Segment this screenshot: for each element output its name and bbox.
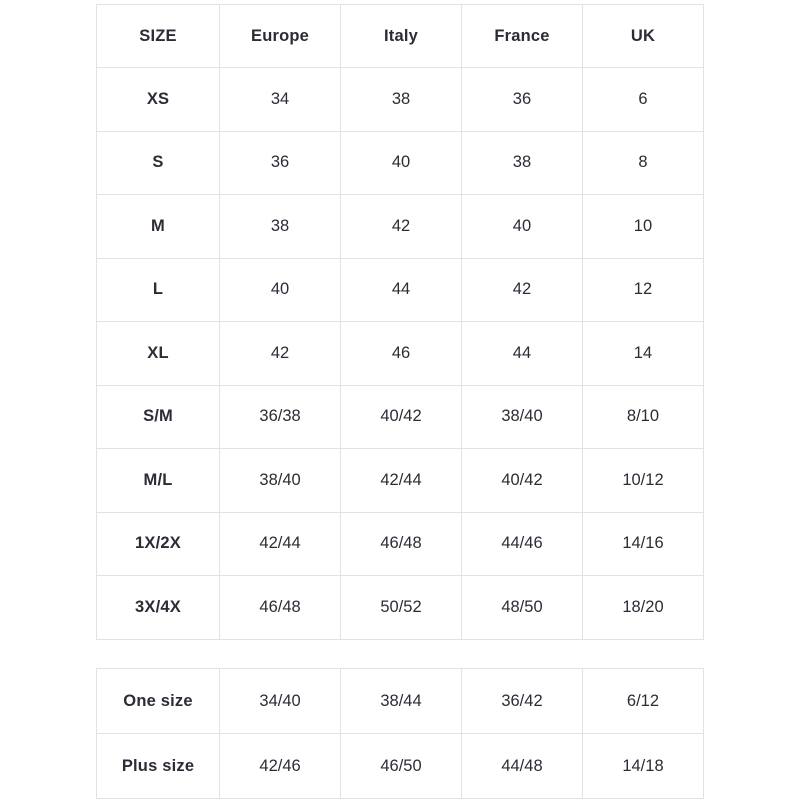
table-row — [97, 576, 704, 640]
cell-uk: 14/16 — [582, 512, 703, 576]
cell-uk: 12 — [582, 258, 703, 322]
table-row — [97, 258, 704, 322]
cell-europe: 38/40 — [220, 449, 341, 513]
cell-europe: 36/38 — [220, 385, 341, 449]
cell-europe: 34/40 — [220, 669, 341, 734]
row-label: 1X/2X — [97, 512, 220, 576]
cell-europe: 38 — [220, 195, 341, 259]
row-label: 3X/4X — [97, 576, 220, 640]
table-header-row — [97, 5, 704, 68]
column-header-france: France — [462, 5, 583, 68]
cell-europe: 42 — [220, 322, 341, 386]
table-row — [97, 512, 704, 576]
secondary-size-chart — [96, 668, 704, 799]
cell-italy: 40 — [341, 131, 462, 195]
table-row — [97, 385, 704, 449]
row-label: XL — [97, 322, 220, 386]
row-label: L — [97, 258, 220, 322]
cell-europe: 42/44 — [220, 512, 341, 576]
column-header-europe: Europe — [220, 5, 341, 68]
cell-italy: 46/50 — [341, 734, 462, 799]
cell-europe: 40 — [220, 258, 341, 322]
cell-france: 44 — [462, 322, 583, 386]
table-row — [97, 131, 704, 195]
cell-italy: 46/48 — [341, 512, 462, 576]
row-label: S — [97, 131, 220, 195]
cell-italy: 42/44 — [341, 449, 462, 513]
row-label: M/L — [97, 449, 220, 513]
cell-uk: 8 — [582, 131, 703, 195]
table-row — [97, 195, 704, 259]
primary-size-chart — [96, 4, 704, 640]
cell-france: 40/42 — [462, 449, 583, 513]
cell-uk: 18/20 — [582, 576, 703, 640]
cell-uk: 10 — [582, 195, 703, 259]
table-row — [97, 68, 704, 132]
cell-france: 36 — [462, 68, 583, 132]
row-label: M — [97, 195, 220, 259]
cell-uk: 6/12 — [582, 669, 703, 734]
primary-size-chart-container — [96, 4, 704, 640]
cell-italy: 38 — [341, 68, 462, 132]
table-row — [97, 322, 704, 386]
cell-italy: 44 — [341, 258, 462, 322]
cell-europe: 36 — [220, 131, 341, 195]
row-label: One size — [97, 669, 220, 734]
table-row — [97, 669, 704, 734]
secondary-size-chart-container — [96, 668, 704, 799]
column-header-size: SIZE — [97, 5, 220, 68]
cell-italy: 46 — [341, 322, 462, 386]
cell-europe: 42/46 — [220, 734, 341, 799]
cell-france: 48/50 — [462, 576, 583, 640]
cell-uk: 14 — [582, 322, 703, 386]
cell-uk: 10/12 — [582, 449, 703, 513]
cell-italy: 40/42 — [341, 385, 462, 449]
cell-france: 40 — [462, 195, 583, 259]
row-label: XS — [97, 68, 220, 132]
table-row — [97, 449, 704, 513]
cell-france: 42 — [462, 258, 583, 322]
table-row — [97, 734, 704, 799]
cell-europe: 46/48 — [220, 576, 341, 640]
cell-italy: 42 — [341, 195, 462, 259]
cell-france: 44/46 — [462, 512, 583, 576]
cell-uk: 8/10 — [582, 385, 703, 449]
column-header-italy: Italy — [341, 5, 462, 68]
row-label: Plus size — [97, 734, 220, 799]
cell-france: 36/42 — [462, 669, 583, 734]
cell-france: 44/48 — [462, 734, 583, 799]
cell-france: 38/40 — [462, 385, 583, 449]
cell-france: 38 — [462, 131, 583, 195]
column-header-uk: UK — [582, 5, 703, 68]
row-label: S/M — [97, 385, 220, 449]
cell-uk: 14/18 — [582, 734, 703, 799]
cell-europe: 34 — [220, 68, 341, 132]
cell-italy: 38/44 — [341, 669, 462, 734]
cell-italy: 50/52 — [341, 576, 462, 640]
cell-uk: 6 — [582, 68, 703, 132]
